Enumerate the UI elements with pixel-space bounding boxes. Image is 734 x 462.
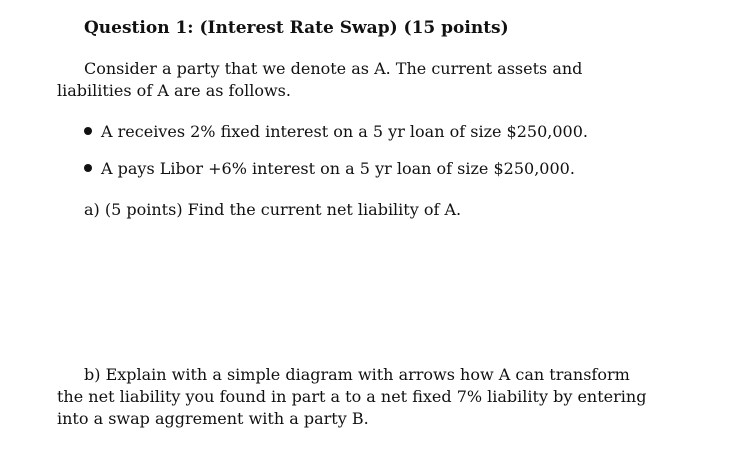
intro-paragraph bbox=[57, 58, 657, 102]
bullet-text: A pays Libor +6% interest on a 5 yr loan of size $250,000. bbox=[101, 159, 575, 178]
part-b-paragraph bbox=[57, 364, 657, 430]
part-b-text: b) Explain with a simple diagram with arrows how A can transform the net liability you found in part a to a net fixed 7% liability by entering into a swap aggrement with a party B. bbox=[57, 365, 647, 428]
part-a-question: a) (5 points) Find the current net liability of A. bbox=[84, 200, 462, 219]
bullet-icon bbox=[84, 127, 92, 135]
bullet-icon bbox=[84, 164, 92, 172]
bullet-text: A receives 2% fixed interest on a 5 yr loan of size $250,000. bbox=[101, 122, 588, 141]
intro-text: Consider a party that we denote as A. The current assets and liabilities of A are as follows. bbox=[57, 59, 583, 100]
bullet-item-pays bbox=[84, 158, 575, 180]
bullet-item-receives bbox=[84, 121, 588, 143]
question-title: Question 1: (Interest Rate Swap) (15 points) bbox=[84, 18, 509, 38]
